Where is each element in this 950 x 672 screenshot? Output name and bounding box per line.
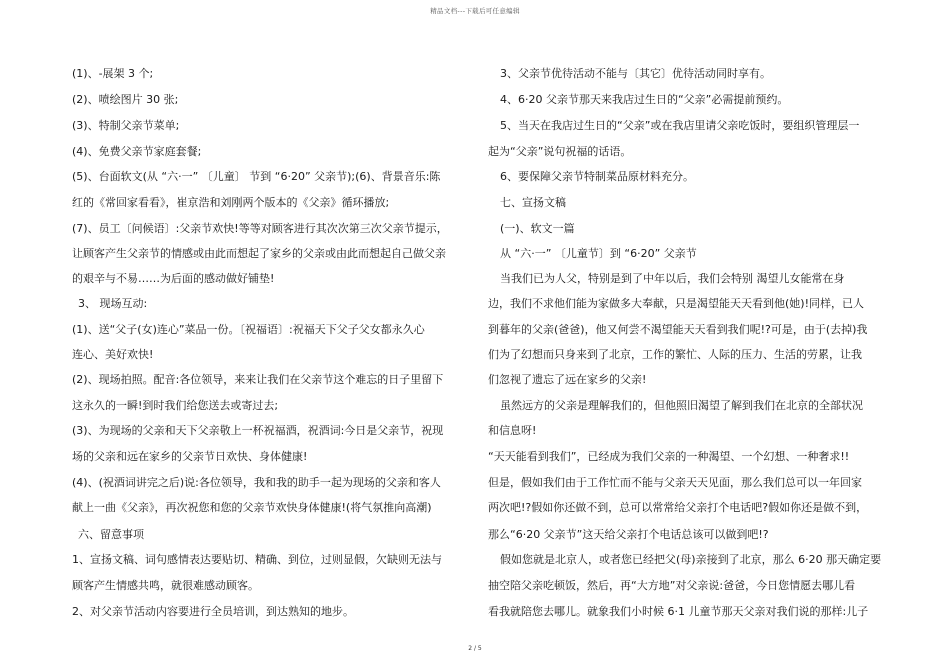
text-line: 6、要保障父亲节特制菜品原材料充分。 (500, 170, 694, 183)
text-line: 虽然远方的父亲是理解我们的，但他照旧渴望了解到我们在北京的全部状况 (500, 399, 863, 412)
text-line: (2)、现场拍照。配音:各位领导，来来让我们在父亲节这个难忘的日子里留下 (72, 373, 444, 386)
text-line: 起为“父亲”说句祝福的话语。 (488, 145, 632, 158)
text-line: (4)、免费父亲节家庭套餐; (72, 145, 202, 158)
text-line: 连心、美好欢快! (72, 348, 154, 361)
text-line: 3、父亲节优待活动不能与〔其它〕优待活动同时享有。 (500, 67, 771, 80)
text-line: (一)、软文一篇 (500, 222, 575, 235)
page-header: 精品文档---下载后可任意编辑 (430, 7, 520, 15)
text-line: (4)、(祝酒词讲完之后)说:各位领导，我和我的助手一起为现场的父亲和客人 (72, 476, 441, 489)
text-line: 的艰辛与不易……为后面的感动做好铺垫! (72, 272, 275, 285)
text-line: (3)、为现场的父亲和天下父亲敬上一杯祝福酒，祝酒词:今日是父亲节，祝现 (72, 424, 444, 437)
text-line: 到暮年的父亲(爸爸)，他又何尝不渴望能天天看到我们呢!?可是，由于(去掉)我 (488, 323, 868, 336)
text-line: 抽空陪父亲吃顿饭，然后，再“大方地”对父亲说:爸爸，今日您情愿去哪儿看 (488, 579, 856, 592)
text-line: 让顾客产生父亲节的情感或由此而想起了家乡的父亲或由此而想起自己做父亲 (72, 247, 446, 260)
text-line: 3、 现场互动: (78, 297, 148, 310)
text-line: 2、对父亲节活动内容要进行全员培训，到达熟知的地步。 (72, 605, 354, 618)
text-line: “天天能看到我们”，已经成为我们父亲的一种渴望、一个幻想、一种奢求!! (488, 450, 850, 463)
text-line: 边，我们不求他们能为家做多大奉献，只是渴望能天天看到他(她)!同样，已人 (488, 297, 864, 310)
text-line: 5、当天在我店过生日的“父亲”或在我店里请父亲吃饭时，要组织管理层一 (500, 119, 860, 132)
text-line: (1)、送“父子(女)连心”菜品一份。〔祝福语〕:祝福天下父子父女都永久心 (72, 323, 425, 336)
text-line: 4、6·20 父亲节那天来我店过生日的“父亲”必需提前预约。 (500, 93, 789, 106)
text-line: 当我们已为人父，特别是到了中年以后，我们会特别 渴望儿女能常在身 (500, 272, 845, 285)
text-line: (5)、台面软文(从 “六·一” 〔儿童〕 节到 “6·20” 父亲节);(6)、背景音乐:陈 (72, 170, 441, 183)
page-number: 2 / 5 (468, 645, 482, 652)
text-line: 们为了幻想而只身来到了北京，工作的繁忙、人际的压力、生活的劳累，让我 (488, 348, 862, 361)
text-line: 七、宣扬文稿 (500, 196, 566, 209)
text-line: (1)、-展架 3 个; (72, 67, 154, 80)
text-line: 但是，假如我们由于工作忙而不能与父亲天天见面，那么我们总可以一年回家 (488, 476, 862, 489)
text-line: (3)、特制父亲节菜单; (72, 119, 180, 132)
text-line: 们忽视了遗忘了远在家乡的父亲! (488, 373, 647, 386)
text-line: 两次吧!?假如你还做不到，总可以常常给父亲打个电话吧?假如你还是做不到， (488, 501, 868, 514)
text-line: 场的父亲和远在家乡的父亲节日欢快、身体健康! (72, 450, 308, 463)
text-line: 这永久的一瞬!到时我们给您送去或寄过去; (72, 399, 279, 412)
text-line: (7)、员工〔问候语〕:父亲节欢快!等等对顾客进行其次次第三次父亲节提示， (72, 222, 448, 235)
text-line: 从 “六·一” 〔儿童节〕到 “6·20” 父亲节 (500, 247, 697, 260)
text-line: 六、留意事项 (78, 528, 144, 541)
text-line: 顾客产生情感共鸣，就很难感动顾客。 (72, 579, 259, 592)
text-line: 红的《常回家看看》，崔京浩和刘刚两个版本的《父亲》循环播放; (72, 196, 390, 209)
text-line: 那么“6·20 父亲节”这天给父亲打个电话总该可以做到吧!? (488, 528, 769, 541)
text-line: 献上一曲《父亲》，再次祝您和您的父亲节欢快身体健康!(将气氛推向高潮) (72, 501, 432, 514)
text-line: (2)、喷绘图片 30 张; (72, 93, 179, 106)
text-line: 和信息呀! (488, 424, 537, 437)
text-line: 假如您就是北京人，或者您已经把父(母)亲接到了北京，那么 6·20 那天确定要 (500, 553, 882, 566)
text-line: 看我就陪您去哪儿。就象我们小时候 6·1 儿童节那天父亲对我们说的那样:儿子 (488, 605, 869, 618)
text-line: 1、宣扬文稿、词句感情表达要贴切、精确、到位，过则显假，欠缺则无法与 (72, 553, 442, 566)
